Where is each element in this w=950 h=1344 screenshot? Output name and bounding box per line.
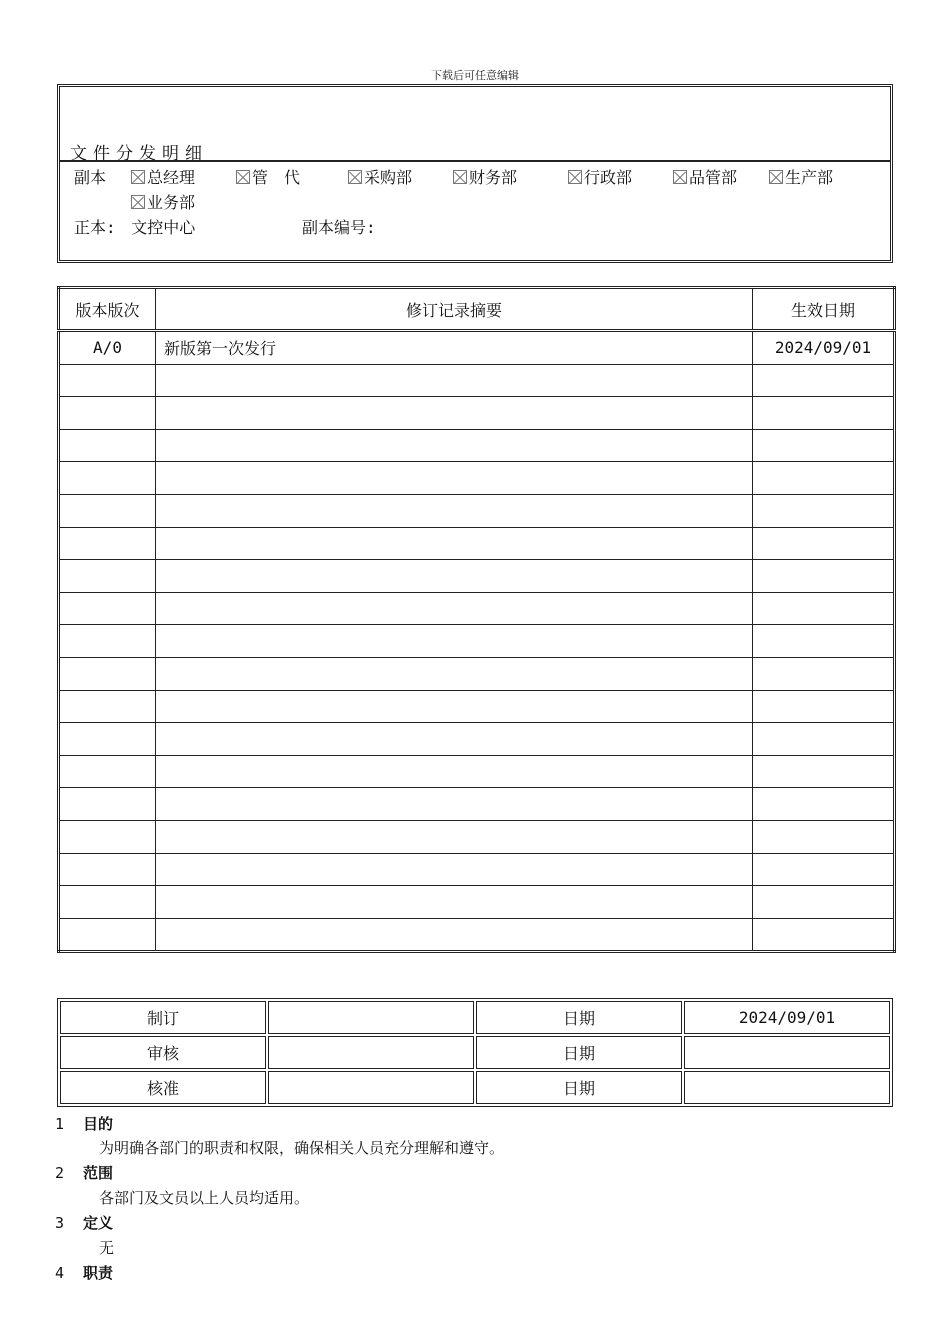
approval-date-label: 日期 — [476, 1036, 682, 1069]
header-summary: 修订记录摘要 — [156, 288, 753, 331]
version-cell — [59, 560, 156, 593]
header-version: 版本版次 — [59, 288, 156, 331]
summary-cell — [156, 592, 753, 625]
version-cell — [59, 494, 156, 527]
summary-cell — [156, 820, 753, 853]
summary-cell — [156, 755, 753, 788]
dept-checkbox-sales[interactable]: 业务部 — [131, 190, 195, 213]
summary-cell — [156, 788, 753, 821]
approval-date — [684, 1071, 890, 1104]
summary-cell — [156, 886, 753, 919]
dept-checkbox-purchasing[interactable]: 采购部 — [348, 165, 412, 188]
version-cell — [59, 755, 156, 788]
copy-label: 副本 — [74, 168, 107, 187]
dept-checkbox-quality[interactable]: 品管部 — [673, 165, 737, 188]
section-text-scope: 各部门及文员以上人员均适用。 — [99, 1189, 310, 1207]
summary-cell — [156, 690, 753, 723]
version-cell — [59, 853, 156, 886]
table-row — [59, 886, 895, 919]
table-row — [59, 853, 895, 886]
date-cell — [753, 429, 895, 462]
table-row — [59, 494, 895, 527]
checkbox-icon — [453, 170, 467, 184]
summary-cell — [156, 397, 753, 430]
checkbox-icon — [131, 195, 145, 209]
section-heading-definition: 3 定义 — [55, 1214, 114, 1232]
checkbox-icon — [348, 170, 362, 184]
table-row — [59, 755, 895, 788]
date-cell — [753, 690, 895, 723]
checkbox-icon — [236, 170, 250, 184]
dept-checkbox-finance[interactable]: 财务部 — [453, 165, 517, 188]
distribution-title: 文件分发明细 — [70, 144, 208, 164]
date-cell — [753, 462, 895, 495]
top-note: 下载后可任意编辑 — [431, 69, 519, 82]
dept-checkbox-admin[interactable]: 行政部 — [568, 165, 632, 188]
original-row — [74, 215, 195, 238]
date-cell — [753, 364, 895, 397]
date-cell — [753, 625, 895, 658]
version-cell — [59, 462, 156, 495]
table-row — [59, 331, 895, 365]
date-cell — [753, 918, 895, 952]
summary-cell — [156, 527, 753, 560]
date-cell — [753, 853, 895, 886]
summary-cell: 新版第一次发行 — [156, 331, 753, 365]
table-row — [59, 690, 895, 723]
date-cell — [753, 886, 895, 919]
approval-value — [268, 1036, 474, 1069]
summary-cell — [156, 494, 753, 527]
header-date: 生效日期 — [753, 288, 895, 331]
date-cell — [753, 723, 895, 756]
approval-date-label: 日期 — [476, 1071, 682, 1104]
date-cell — [753, 592, 895, 625]
version-cell — [59, 527, 156, 560]
table-row — [59, 364, 895, 397]
approval-row-reviewed — [60, 1036, 890, 1069]
section-heading-purpose: 1 目的 — [55, 1115, 114, 1133]
table-row — [59, 918, 895, 952]
section-heading-scope: 2 范围 — [55, 1164, 114, 1182]
version-cell — [59, 723, 156, 756]
section-heading-responsibilities: 4 职责 — [55, 1264, 114, 1282]
version-cell — [59, 364, 156, 397]
version-cell — [59, 918, 156, 952]
date-cell — [753, 560, 895, 593]
date-cell: 2024/09/01 — [753, 331, 895, 365]
checkbox-icon — [131, 170, 145, 184]
approval-table — [57, 998, 893, 1107]
original-label: 正本: — [74, 218, 116, 237]
summary-cell — [156, 364, 753, 397]
checkbox-icon — [568, 170, 582, 184]
date-cell — [753, 820, 895, 853]
dept-checkbox-mgmt-rep[interactable]: 管 代 — [236, 165, 300, 188]
version-cell — [59, 886, 156, 919]
approval-date — [684, 1036, 890, 1069]
summary-cell — [156, 853, 753, 886]
approval-label: 核准 — [60, 1071, 266, 1104]
revision-body — [59, 331, 895, 952]
version-cell — [59, 657, 156, 690]
table-row — [59, 788, 895, 821]
divider — [60, 160, 890, 162]
version-cell — [59, 397, 156, 430]
approval-row-approved — [60, 1071, 890, 1104]
date-cell — [753, 397, 895, 430]
approval-label: 制订 — [60, 1001, 266, 1034]
summary-cell — [156, 625, 753, 658]
section-text-definition: 无 — [99, 1239, 115, 1257]
dept-checkbox-general-manager[interactable]: 总经理 — [131, 165, 195, 188]
date-cell — [753, 657, 895, 690]
date-cell — [753, 494, 895, 527]
version-cell — [59, 690, 156, 723]
table-row — [59, 397, 895, 430]
table-row — [59, 592, 895, 625]
version-cell — [59, 820, 156, 853]
approval-value — [268, 1001, 474, 1034]
checkbox-icon — [673, 170, 687, 184]
table-row — [59, 429, 895, 462]
summary-cell — [156, 560, 753, 593]
table-row — [59, 527, 895, 560]
revision-header-row — [59, 288, 895, 331]
distribution-box — [57, 84, 893, 263]
section-text-purpose: 为明确各部门的职责和权限，确保相关人员充分理解和遵守。 — [99, 1139, 505, 1157]
date-cell — [753, 527, 895, 560]
version-cell — [59, 788, 156, 821]
version-cell — [59, 625, 156, 658]
summary-cell — [156, 657, 753, 690]
approval-row-prepared — [60, 1001, 890, 1034]
approval-value — [268, 1071, 474, 1104]
table-row — [59, 820, 895, 853]
summary-cell — [156, 723, 753, 756]
table-row — [59, 625, 895, 658]
table-row — [59, 723, 895, 756]
copy-row — [74, 165, 884, 187]
approval-date: 2024/09/01 — [684, 1001, 890, 1034]
copy-number-label: 副本编号: — [302, 218, 376, 237]
date-cell — [753, 788, 895, 821]
revision-table — [57, 286, 896, 953]
original-value: 文控中心 — [131, 218, 196, 237]
table-row — [59, 657, 895, 690]
approval-label: 审核 — [60, 1036, 266, 1069]
table-row — [59, 560, 895, 593]
summary-cell — [156, 429, 753, 462]
version-cell — [59, 592, 156, 625]
summary-cell — [156, 462, 753, 495]
date-cell — [753, 755, 895, 788]
table-row — [59, 462, 895, 495]
summary-cell — [156, 918, 753, 952]
approval-date-label: 日期 — [476, 1001, 682, 1034]
checkbox-icon — [769, 170, 783, 184]
version-cell: A/0 — [59, 331, 156, 365]
dept-checkbox-production[interactable]: 生产部 — [769, 165, 833, 188]
version-cell — [59, 429, 156, 462]
